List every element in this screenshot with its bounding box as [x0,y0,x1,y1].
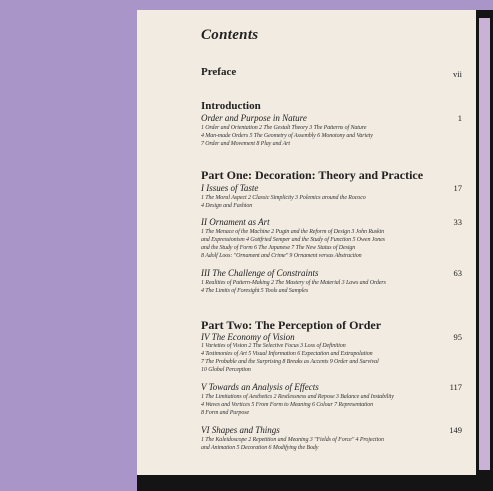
introduction-page: 1 [457,113,462,123]
chapter-title: I Issues of Taste [201,183,259,193]
topic-line: 8 Adolf Loos: "Ornament and Crime" 9 Ornament versus Abstraction [201,253,362,259]
chapter-title: II Ornament as Art [201,217,270,227]
page-shadow-bottom [137,475,493,491]
topic-line: 1 The Menace of the Machine 2 Pugin and the Reform of Design 3 John Ruskin [201,229,385,235]
topic-line: 4 Design and Fashion [201,203,253,209]
topic-line: and Expressionism 4 Gottfried Semper and the Study of Function 5 Owen Jones [201,237,385,243]
topic-line: 1 The Kaleidoscope 2 Repetition and Meaning 3 "Fields of Force" 4 Projection [201,437,384,443]
chapter-title: V Towards an Analysis of Effects [201,382,319,392]
chapter-page: 63 [453,268,462,278]
topic-line: 7 The Probable and the Surprising 8 Breaks as Accents 9 Order and Survival [201,359,379,365]
chapter-title: III The Challenge of Constraints [201,268,319,278]
topic-line: and Animation 5 Decoration 6 Modifying the Body [201,445,319,451]
preface-heading: Preface [201,66,237,78]
chapter-page: 149 [449,425,462,435]
topic-line: 4 The Limits of Foresight 5 Tools and Samples [201,288,309,294]
chapter-page: 95 [453,332,462,342]
chapter-page: 33 [453,217,462,227]
contents-title: Contents [201,27,259,43]
preface-page: vii [453,69,462,79]
topic-line: 1 Realities of Pattern-Making 2 The Mastery of the Material 3 Laws and Orders [201,280,386,286]
topic-line: 1 Varieties of Vision 2 The Selective Focus 3 Loss of Definition [201,343,346,349]
part-one-heading: Part One: Decoration: Theory and Practice [201,168,424,182]
chapter-page: 17 [453,183,462,193]
topic-line: 1 The Moral Aspect 2 Classic Simplicity 3 Polemics around the Rococo [201,195,366,201]
topic-line: 7 Order and Movement 8 Play and Art [201,141,290,147]
introduction-subheading: Order and Purpose in Nature [201,113,307,123]
topic-line: 1 The Limitations of Aesthetics 2 Restlessness and Repose 3 Balance and Instability [201,394,394,400]
chapter-title: VI Shapes and Things [201,425,280,435]
chapter-page: 117 [449,382,462,392]
topic-line: 10 Global Perception [201,367,251,373]
topic-line: 1 Order and Orientation 2 The Gestalt Theory 3 The Patterns of Nature [201,125,367,131]
topic-line: 8 Form and Purpose [201,410,250,416]
topic-line: 4 Waves and Vortices 5 From Form to Meaning 6 Colour 7 Representation [201,402,374,408]
part-two-heading: Part Two: The Perception of Order [201,318,382,332]
book-edge-strip [479,18,490,470]
topic-line: and the Study of Form 6 The Japanese 7 The New Status of Design [201,245,356,251]
introduction-heading: Introduction [201,100,261,112]
topic-line: 4 Testimonies of Art 5 Visual Information 6 Expectation and Extrapolation [201,351,373,357]
chapter-title: IV The Economy of Vision [201,332,295,342]
topic-line: 4 Man-made Orders 5 The Geometry of Assembly 6 Monotony and Variety [201,133,373,139]
